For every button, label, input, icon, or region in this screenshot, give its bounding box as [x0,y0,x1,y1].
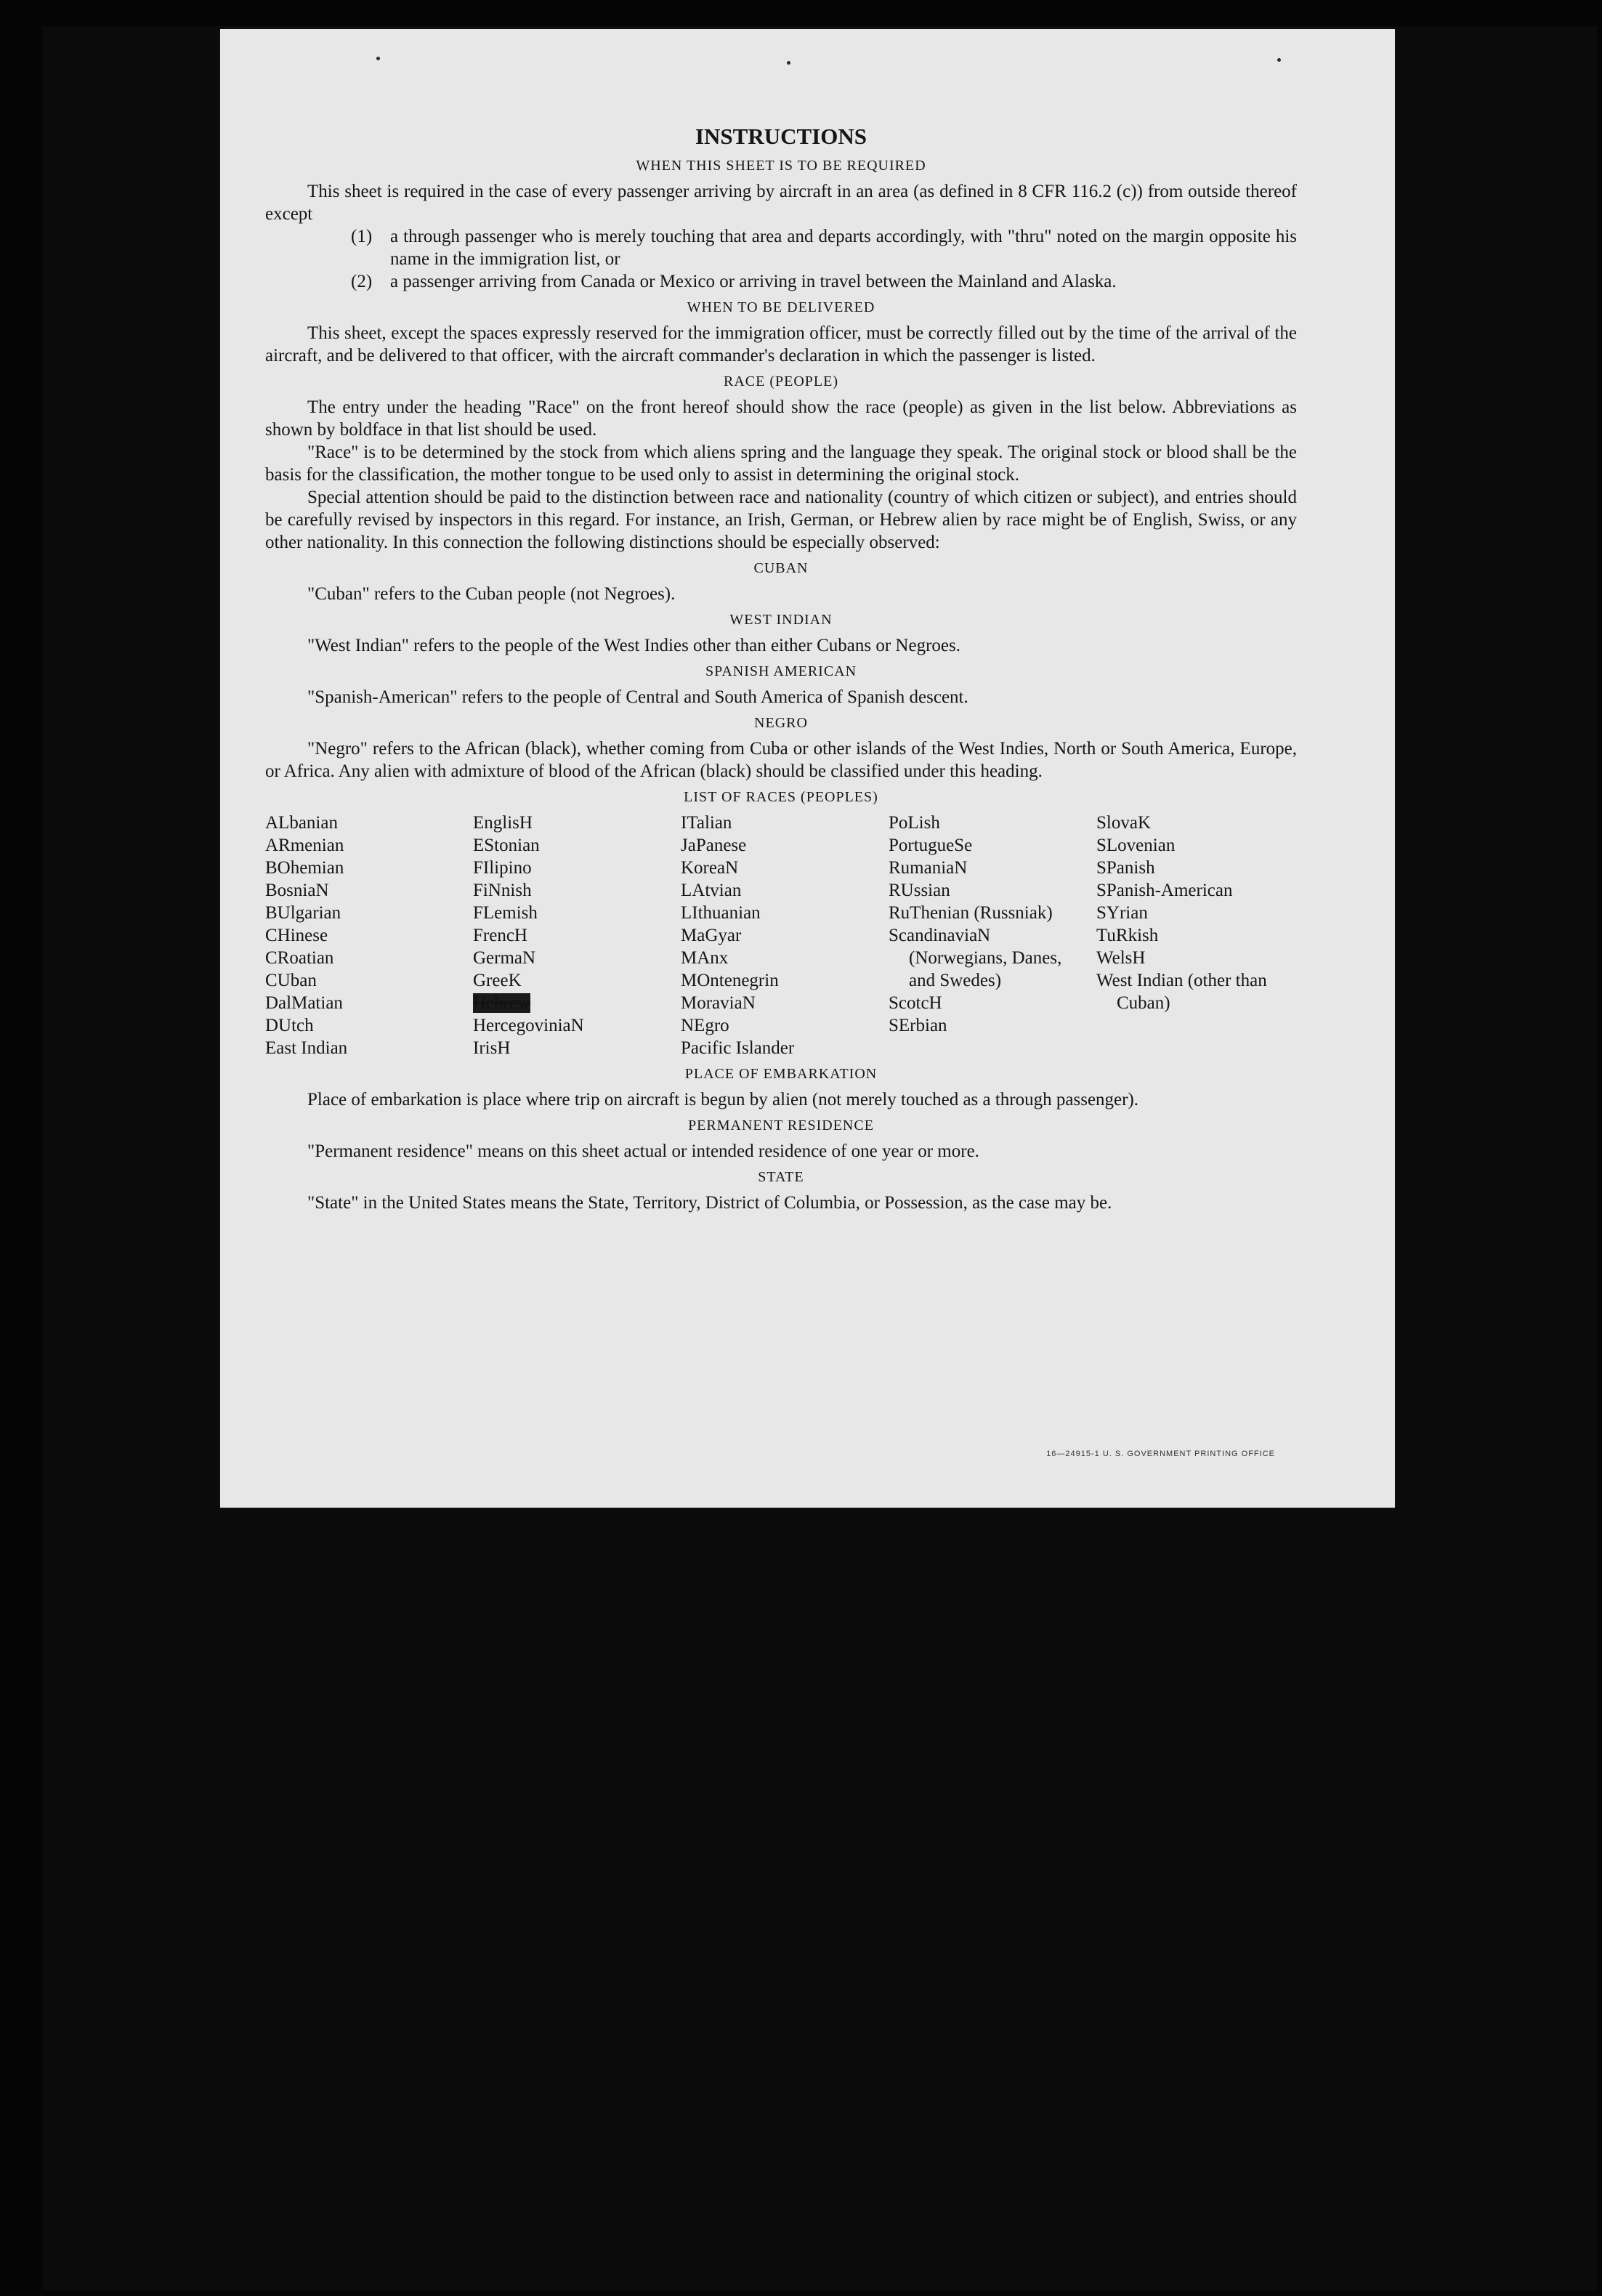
race-item: FLemish [473,903,538,923]
paragraph-permanent-residence: "Permanent residence" means on this sheet actual or intended residence of one year or more. [307,1141,979,1161]
race-item: ScandinaviaN (Norwegians, Danes, and Swedes) [889,926,1062,990]
race-item: DUtch [265,1016,314,1035]
race-item: WelsH [1096,948,1146,968]
item-number: (1) [351,227,373,246]
heading-negro: NEGRO [754,715,808,731]
race-item: SlovaK [1096,813,1151,833]
race-item: ITalian [681,813,732,833]
race-item: BOhemian [265,858,344,878]
race-item: RUssian [889,881,950,900]
instructions-body [265,122,1297,1214]
exception-item-1 [351,225,1297,270]
struck-text: Hebrew [473,993,531,1013]
item-text: a through passenger who is merely touching that area and departs accordingly, with "thru" noted on the margin opposite his name in the immigration list, or [390,227,1297,269]
race-item: SPanish [1096,858,1155,878]
race-item: IrisH [473,1038,511,1058]
heading-cuban: CUBAN [753,560,809,576]
scan-speck [376,57,380,60]
race-item: BosniaN [265,881,329,900]
page-title: INSTRUCTIONS [695,124,867,149]
heading-when-delivered: WHEN TO BE DELIVERED [687,299,875,315]
races-column-2 [473,812,673,1059]
paragraph-cuban: "Cuban" refers to the Cuban people (not Negroes). [307,584,676,604]
scan-speck [787,61,790,65]
paragraph-race-2: "Race" is to be determined by the stock from which aliens spring and the language they speak. The original stock or blood shall be the basis for the classification, the mother tongue to be used only to assist in determining the original stock. [265,442,1297,485]
race-item: CUban [265,971,317,990]
race-item: East Indian [265,1038,348,1058]
race-item: RuThenian (Russniak) [889,903,1053,923]
instruction-sheet [220,29,1395,1508]
race-item: FrencH [473,926,527,945]
heading-permanent-residence: PERMANENT RESIDENCE [688,1117,874,1133]
race-item: MOntenegrin [681,971,779,990]
race-item: MoraviaN [681,993,756,1013]
race-item: JaPanese [681,836,747,855]
race-item: FIlipino [473,858,532,878]
race-item: BUlgarian [265,903,341,923]
paragraph-west-indian: "West Indian" refers to the people of the West Indies other than either Cubans or Negroes. [307,636,960,655]
scan-speck [1277,58,1281,62]
race-item: CRoatian [265,948,334,968]
race-item: PortugueSe [889,836,973,855]
race-item: Pacific Islander [681,1038,795,1058]
race-item-struck [473,992,673,1014]
race-item: West Indian (other than Cuban) [1096,971,1267,1013]
race-item: TuRkish [1096,926,1159,945]
paragraph-delivered: This sheet, except the spaces expressly reserved for the immigration officer, must be correctly filled out by the time of the arrival of the aircraft, and be delivered to that officer, with the aircraft commander's declaration in which the passenger is listed. [265,323,1297,365]
exception-item-2 [351,270,1297,293]
item-number: (2) [351,272,373,291]
race-item: GreeK [473,971,522,990]
heading-state: STATE [758,1169,804,1185]
race-item: EStonian [473,836,540,855]
race-item: GermaN [473,948,536,968]
race-item: MAnx [681,948,729,968]
race-item: NEgro [681,1016,729,1035]
item-text: a passenger arriving from Canada or Mexico or arriving in travel between the Mainland and Alaska. [390,272,1117,291]
race-item: KoreaN [681,858,739,878]
race-item: SYrian [1096,903,1148,923]
paragraph-embarkation: Place of embarkation is place where trip on aircraft is begun by alien (not merely touched as a through passenger). [307,1090,1139,1109]
race-item: ScotcH [889,993,942,1013]
paragraph-negro: "Negro" refers to the African (black), whether coming from Cuba or other islands of the West Indies, North or South America, Europe, or Africa. Any alien with admixture of blood of the African (black) should be classified under this heading. [265,739,1297,781]
paragraph-spanish-american: "Spanish-American" refers to the people of Central and South America of Spanish descent. [307,687,968,707]
printing-office-code: 16—24915-1 U. S. GOVERNMENT PRINTING OFFICE [1046,1450,1275,1458]
races-column-1 [265,812,466,1059]
race-item: LIthuanian [681,903,761,923]
heading-when-required: WHEN THIS SHEET IS TO BE REQUIRED [636,158,926,174]
race-item: FiNnish [473,881,532,900]
race-item: SErbian [889,1016,947,1035]
race-item: ALbanian [265,813,338,833]
race-item: MaGyar [681,926,742,945]
race-item: SLovenian [1096,836,1176,855]
paragraph-required: This sheet is required in the case of every passenger arriving by aircraft in an area (as defined in 8 CFR 116.2 (c)) from outside thereof except [265,182,1297,224]
heading-west-indian: WEST INDIAN [729,612,833,628]
race-item: EnglisH [473,813,533,833]
race-item: SPanish-American [1096,881,1233,900]
paragraph-race-3: Special attention should be paid to the distinction between race and nationality (country of which citizen or subject), and entries should be carefully revised by inspectors in this regard. For instance, an Irish, German, or Hebrew alien by race might be of English, Swiss, or any other nationality. In this connection the following distinctions should be especially observed: [265,488,1297,552]
paragraph-state: "State" in the United States means the State, Territory, District of Columbia, or Possession, as the case may be. [307,1193,1112,1213]
race-item: LAtvian [681,881,742,900]
heading-embarkation: PLACE OF EMBARKATION [684,1066,878,1082]
race-item: HercegoviniaN [473,1016,584,1035]
race-item: CHinese [265,926,328,945]
race-item: ARmenian [265,836,344,855]
paragraph-race-1: The entry under the heading "Race" on the front hereof should show the race (people) as given in the list below. Abbreviations as shown by boldface in that list should be used. [265,397,1297,440]
race-item: RumaniaN [889,858,968,878]
race-item: PoLish [889,813,940,833]
race-item: DalMatian [265,993,343,1013]
races-column-4 [889,812,1089,1059]
heading-list-of-races: LIST OF RACES (PEOPLES) [684,789,878,805]
races-column-3 [681,812,881,1059]
heading-race: RACE (PEOPLE) [724,373,838,389]
heading-spanish-american: SPANISH AMERICAN [705,663,857,679]
races-list [265,812,1297,1059]
races-column-5 [1096,812,1297,1059]
